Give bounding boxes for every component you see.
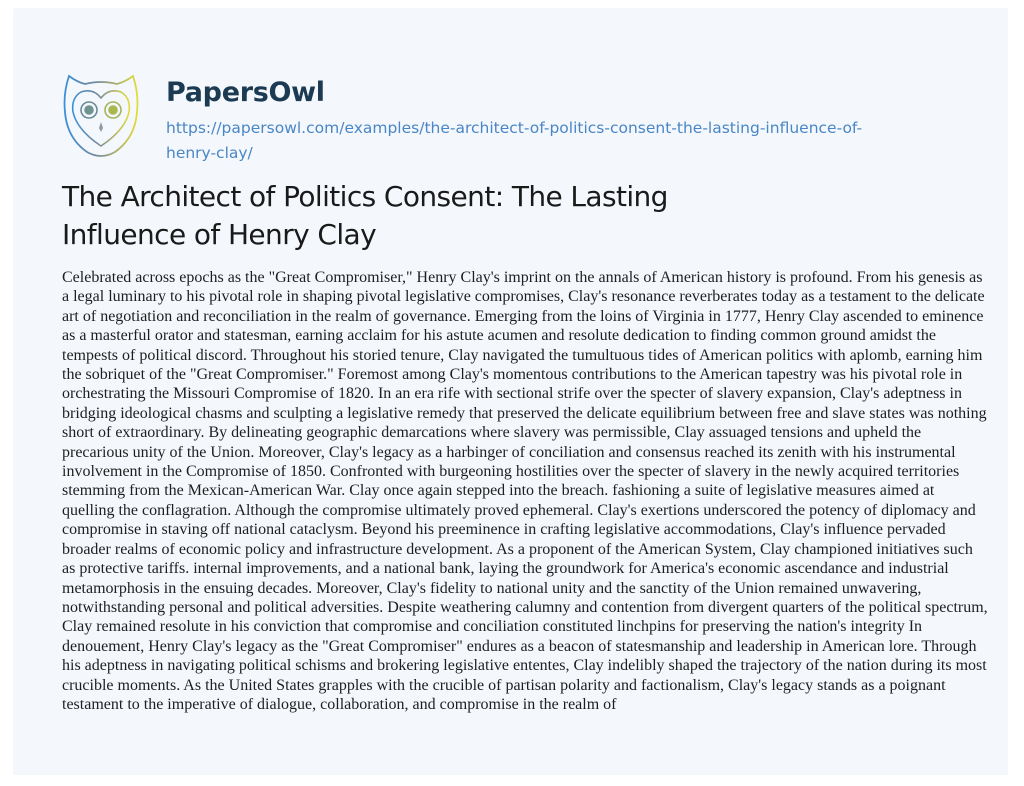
source-url-line[interactable]: henry-clay/ xyxy=(166,144,253,162)
document-card xyxy=(13,8,1008,775)
body-line: notwithstanding personal and political adversities. Despite weathering calumny and contention from divergent quarters of the political spectrum, xyxy=(62,598,988,616)
body-line: bridging ideological chasms and sculpting a legislative remedy that preserved the delicate equilibrium between free and slave states was nothing xyxy=(62,404,987,422)
body-line: short of extraordinary. By delineating geographic demarcations where slavery was permissible, Clay assuaged tensions and upheld the xyxy=(62,424,922,442)
brand-block xyxy=(166,76,926,166)
body-line: a legal luminary to his pivotal role in shaping pivotal legislative compromises, Clay's resonance reverberates today as a testament to the delicate xyxy=(62,288,985,306)
body-line: the sobriquet of the "Great Compromiser." Foremost among Clay's momentous contributions to the American tapestry was his pivotal role in xyxy=(62,366,963,384)
source-url[interactable] xyxy=(166,116,926,166)
body-line: his adeptness in navigating political schisms and brokering legislative ententes, Clay indelibly shaped the trajectory of the nation during its most xyxy=(62,657,987,675)
title-line: The Architect of Politics Consent: The Lasting xyxy=(62,180,668,213)
page-title xyxy=(62,178,762,254)
body-line: tempests of political discord. Throughout his storied tenure, Clay navigated the tumultuous tides of American politics with aplomb, earning him xyxy=(62,346,983,364)
body-line: stemming from the Mexican-American War. Clay once again stepped into the breach. fashioning a suite of legislative measures aimed at xyxy=(62,482,935,500)
article-body xyxy=(62,268,988,714)
body-line: Clay remained resolute in his conviction that compromise and conciliation constituted linchpins for preserving the nation's integrity In xyxy=(62,618,923,636)
body-line: involvement in the Compromise of 1850. Confronted with burgeoning hostilities over the specter of slavery in the newly acquired territories xyxy=(62,463,960,481)
body-line: orchestrating the Missouri Compromise of 1820. In an era rife with sectional strife over the specter of slavery expansion, Clay's adeptness in xyxy=(62,385,962,403)
owl-logo-icon xyxy=(63,72,139,158)
body-line: precarious unity of the Union. Moreover, Clay's legacy as a harbinger of conciliation and consensus reached its zenith with his instrumental xyxy=(62,443,956,461)
source-url-line[interactable]: https://papersowl.com/examples/the-architect-of-politics-consent-the-lasting-influence-of- xyxy=(166,119,863,137)
brand-name[interactable]: PapersOwl xyxy=(166,77,325,108)
body-line: metamorphosis in the ensuing decades. Moreover, Clay's fidelity to national unity and the sanctity of the Union remained unwavering, xyxy=(62,579,922,597)
body-line: compromise in staving off national cataclysm. Beyond his preeminence in crafting legislative accommodations, Clay's influence pervaded xyxy=(62,521,946,539)
title-line: Influence of Henry Clay xyxy=(62,218,377,251)
body-line: Celebrated across epochs as the "Great Compromiser," Henry Clay's imprint on the annals of American history is profound. From his genesis as xyxy=(62,269,983,286)
body-line: art of negotiation and reconciliation in the realm of governance. Emerging from the loins of Virginia in 1777, Henry Clay ascended to eminence xyxy=(62,307,984,325)
body-line: quelling the conflagration. Although the compromise ultimately proved ephemeral. Clay's exertions underscored the potency of diplomacy and xyxy=(62,501,976,519)
body-line: testament to the imperative of dialogue, collaboration, and compromise in the realm of xyxy=(62,695,617,713)
body-line: as protective tariffs. internal improvements, and a national bank, laying the groundwork for America's economic ascendance and industrial xyxy=(62,560,949,578)
body-line: denouement, Henry Clay's legacy as the "Great Compromiser" endures as a beacon of statesmanship and leadership in American lore. Through xyxy=(62,637,977,655)
body-line: broader realms of economic policy and infrastructure development. As a proponent of the American System, Clay championed initiatives such xyxy=(62,540,973,558)
body-line: crucible moments. As the United States grapples with the crucible of partisan polarity and factionalism, Clay's legacy stands as a poignant xyxy=(62,676,946,694)
brand-header xyxy=(63,72,926,166)
body-line: as a masterful orator and statesman, earning acclaim for his astute acumen and resolute dedication to finding common ground amidst the xyxy=(62,327,936,345)
